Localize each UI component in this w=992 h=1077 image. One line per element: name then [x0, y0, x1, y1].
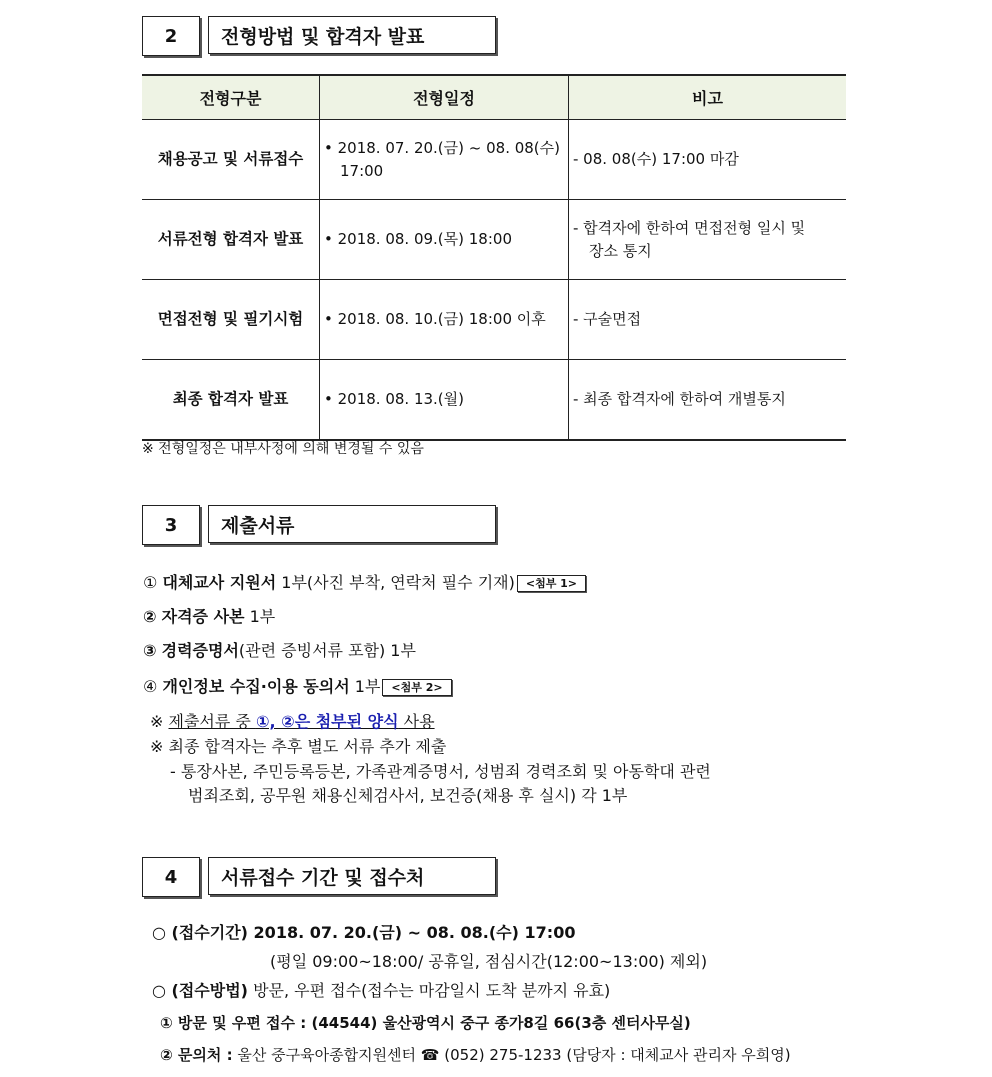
schedule-line: • 2018. 08. 13.(월)	[324, 390, 464, 408]
note-emphasis: ①, ②은 첨부된 양식	[255, 712, 399, 731]
schedule-cell	[320, 360, 569, 441]
schedule-line: • 2018. 08. 10.(금) 18:00 이후	[324, 310, 546, 328]
column-header: 비고	[569, 75, 847, 120]
attachment-tag: <첨부 2>	[382, 679, 451, 696]
remark-line: - 구술면접	[573, 310, 642, 328]
contact-label: ② 문의처 :	[160, 1046, 233, 1064]
note-part: 제출서류 중	[168, 712, 256, 731]
remark-line: - 최종 합격자에 한하여 개별통지	[573, 390, 786, 408]
stage-cell: 서류전형 합격자 발표	[142, 200, 320, 280]
item-detail: 1부	[244, 607, 276, 626]
table-row	[142, 280, 846, 360]
remark-line: 장소 통지	[589, 241, 652, 260]
method-label: ○ (접수방법)	[152, 981, 248, 1000]
section-number: 3	[142, 505, 200, 545]
section-title: 제출서류	[208, 505, 496, 543]
remark-line: - 08. 08(수) 17:00 마감	[573, 150, 739, 168]
final-docs-detail: - 통장사본, 주민등록등본, 가족관계증명서, 성범죄 경력조회 및 아동학대 관련	[170, 762, 711, 781]
application-hours: (평일 09:00~18:00/ 공휴일, 점심시간(12:00~13:00) 제외)	[270, 952, 708, 971]
document-item	[143, 604, 275, 627]
item-marker: ①	[143, 573, 158, 592]
note-part: 사용	[398, 712, 435, 731]
contact-detail: 울산 중구육아종합지원센터 ☎ (052) 275-1233 (담당자 : 대체교사 관리자 우희영)	[232, 1046, 791, 1064]
item-name: 경력증명서	[161, 641, 239, 660]
stage-cell: 최종 합격자 발표	[142, 360, 320, 441]
item-name: 개인정보 수집·이용 동의서	[162, 677, 350, 696]
item-marker: ②	[143, 607, 157, 626]
document-item	[143, 638, 416, 661]
remark-line: - 합격자에 한하여 면접전형 일시 및	[573, 218, 806, 237]
schedule-cell	[320, 120, 569, 200]
contact-info	[160, 1044, 791, 1065]
schedule-line: 17:00	[340, 161, 384, 180]
section-title: 서류접수 기간 및 접수처	[208, 857, 496, 895]
remark-cell	[569, 120, 847, 200]
section-title: 전형방법 및 합격자 발표	[208, 16, 496, 54]
note-text	[169, 712, 435, 731]
schedule-line: • 2018. 07. 20.(금) ~ 08. 08(수)	[324, 138, 561, 157]
stage-cell: 채용공고 및 서류접수	[142, 120, 320, 200]
section-number: 2	[142, 16, 200, 56]
item-detail: 1부(사진 부착, 연락처 필수 기재)	[276, 573, 515, 592]
column-header: 전형일정	[320, 75, 569, 120]
section-number: 4	[142, 857, 200, 897]
schedule-note: ※ 전형일정은 내부사정에 의해 변경될 수 있음	[142, 441, 424, 457]
final-docs-detail: 범죄조회, 공무원 채용신체검사서, 보건증(채용 후 실시) 각 1부	[188, 786, 628, 805]
form-note	[150, 709, 435, 732]
item-name: 자격증 사본	[161, 607, 245, 626]
schedule-cell	[320, 280, 569, 360]
table-row	[142, 360, 846, 441]
attachment-tag: <첨부 1>	[517, 575, 586, 592]
remark-cell	[569, 200, 847, 280]
stage-cell: 면접전형 및 필기시험	[142, 280, 320, 360]
table-row	[142, 200, 846, 280]
item-detail: (관련 증빙서류 포함) 1부	[238, 641, 416, 660]
final-docs-note: ※ 최종 합격자는 추후 별도 서류 추가 제출	[150, 737, 447, 756]
application-period: ○ (접수기간) 2018. 07. 20.(금) ~ 08. 08.(수) 17:00	[152, 923, 576, 942]
method-detail: 방문, 우편 접수(접수는 마감일시 도착 분까지 유효)	[247, 981, 611, 1000]
schedule-table	[142, 74, 846, 441]
item-marker: ③	[143, 641, 157, 660]
visit-address: ① 방문 및 우편 접수 : (44544) 울산광역시 중구 종가8길 66(3층 센터사무실)	[160, 1014, 691, 1032]
item-marker: ④	[143, 677, 158, 696]
document-item	[143, 570, 586, 593]
table-header-row	[142, 75, 846, 120]
remark-cell	[569, 280, 847, 360]
application-method	[152, 978, 610, 1001]
schedule-cell	[320, 200, 569, 280]
item-name: 대체교사 지원서	[162, 573, 277, 592]
item-detail: 1부	[349, 677, 381, 696]
document-item	[143, 674, 452, 697]
table-row	[142, 120, 846, 200]
column-header: 전형구분	[142, 75, 320, 120]
note-marker: ※	[150, 712, 169, 731]
schedule-line: • 2018. 08. 09.(목) 18:00	[324, 230, 512, 248]
remark-cell	[569, 360, 847, 441]
